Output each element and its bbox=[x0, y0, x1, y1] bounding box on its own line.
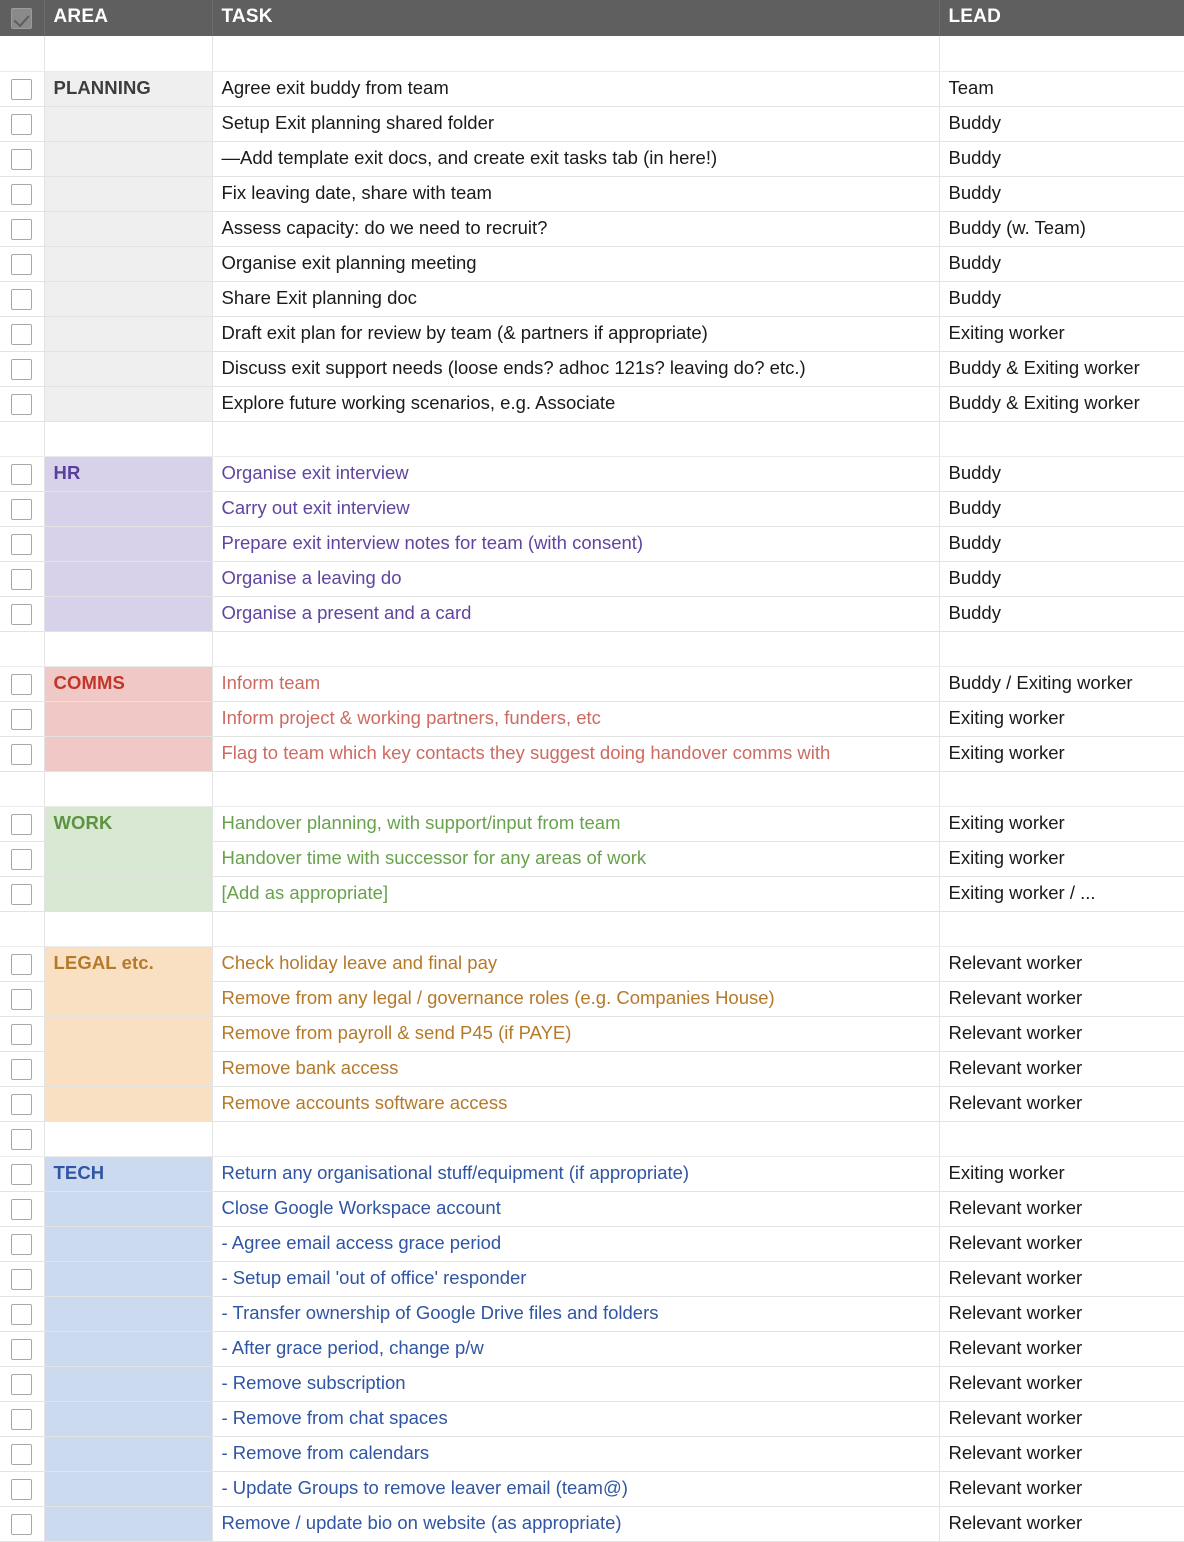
lead-cell[interactable]: Exiting worker bbox=[939, 736, 1184, 771]
empty-cell-icon bbox=[11, 916, 32, 937]
lead-cell[interactable]: Exiting worker bbox=[939, 1156, 1184, 1191]
task-cell[interactable]: Inform project & working partners, funders, etc bbox=[212, 701, 939, 736]
lead-cell[interactable]: Relevant worker bbox=[939, 1436, 1184, 1471]
task-cell[interactable]: Flag to team which key contacts they suggest doing handover comms with bbox=[212, 736, 939, 771]
checkbox-unchecked-icon[interactable] bbox=[11, 394, 32, 415]
task-cell[interactable]: - Remove from chat spaces bbox=[212, 1401, 939, 1436]
row-checkbox-cell[interactable] bbox=[0, 1121, 44, 1156]
row-checkbox-cell[interactable] bbox=[0, 1471, 44, 1506]
checkbox-unchecked-icon[interactable] bbox=[11, 1409, 32, 1430]
row-checkbox-cell[interactable] bbox=[0, 596, 44, 631]
lead-cell[interactable] bbox=[939, 1121, 1184, 1156]
table-row bbox=[0, 806, 1184, 841]
task-cell[interactable]: Agree exit buddy from team bbox=[212, 71, 939, 106]
checkbox-unchecked-icon[interactable] bbox=[11, 1374, 32, 1395]
lead-cell[interactable]: Relevant worker bbox=[939, 1506, 1184, 1541]
area-cell[interactable] bbox=[44, 806, 212, 841]
task-cell[interactable]: Remove / update bio on website (as appropriate) bbox=[212, 1506, 939, 1541]
table-row bbox=[0, 1191, 1184, 1226]
row-checkbox-cell[interactable] bbox=[0, 71, 44, 106]
checkbox-checked-icon[interactable] bbox=[11, 8, 32, 29]
table-row bbox=[0, 1016, 1184, 1051]
row-checkbox-cell[interactable] bbox=[0, 246, 44, 281]
lead-cell[interactable]: Buddy bbox=[939, 456, 1184, 491]
area-cell[interactable] bbox=[44, 281, 212, 316]
lead-cell[interactable]: Buddy bbox=[939, 491, 1184, 526]
lead-cell[interactable]: Buddy bbox=[939, 141, 1184, 176]
task-cell[interactable]: Fix leaving date, share with team bbox=[212, 176, 939, 211]
lead-cell[interactable]: Relevant worker bbox=[939, 1401, 1184, 1436]
row-checkbox-cell bbox=[0, 36, 44, 71]
checkbox-unchecked-icon[interactable] bbox=[11, 324, 32, 345]
lead-cell[interactable]: Buddy bbox=[939, 596, 1184, 631]
checkbox-unchecked-icon[interactable] bbox=[11, 1304, 32, 1325]
row-checkbox-cell[interactable] bbox=[0, 876, 44, 911]
row-checkbox-cell[interactable] bbox=[0, 1156, 44, 1191]
table-row bbox=[0, 1226, 1184, 1261]
lead-cell[interactable]: Exiting worker bbox=[939, 806, 1184, 841]
table-row bbox=[0, 176, 1184, 211]
task-cell[interactable]: Close Google Workspace account bbox=[212, 1191, 939, 1226]
empty-cell-icon bbox=[11, 41, 32, 62]
table-row bbox=[0, 211, 1184, 246]
checkbox-unchecked-icon[interactable] bbox=[11, 1339, 32, 1360]
lead-cell[interactable]: Buddy (w. Team) bbox=[939, 211, 1184, 246]
checkbox-unchecked-icon[interactable] bbox=[11, 1024, 32, 1045]
row-checkbox-cell[interactable] bbox=[0, 701, 44, 736]
table-row bbox=[0, 491, 1184, 526]
task-cell[interactable]: Remove bank access bbox=[212, 1051, 939, 1086]
checkbox-unchecked-icon[interactable] bbox=[11, 534, 32, 555]
table-row bbox=[0, 1471, 1184, 1506]
area-label: COMMS bbox=[53, 671, 125, 693]
checkbox-unchecked-icon[interactable] bbox=[11, 149, 32, 170]
column-header-task[interactable]: TASK bbox=[212, 0, 939, 36]
checkbox-unchecked-icon[interactable] bbox=[11, 674, 32, 695]
row-checkbox-cell[interactable] bbox=[0, 141, 44, 176]
row-checkbox-cell[interactable] bbox=[0, 1191, 44, 1226]
area-label: PLANNING bbox=[53, 76, 151, 98]
row-checkbox-cell bbox=[0, 911, 44, 946]
area-label: HR bbox=[53, 461, 81, 483]
task-cell[interactable] bbox=[212, 911, 939, 946]
lead-cell[interactable]: Relevant worker bbox=[939, 1016, 1184, 1051]
task-cell[interactable]: - Update Groups to remove leaver email (team@) bbox=[212, 1471, 939, 1506]
task-cell[interactable]: Share Exit planning doc bbox=[212, 281, 939, 316]
area-cell[interactable] bbox=[44, 771, 212, 806]
lead-cell[interactable]: Buddy bbox=[939, 246, 1184, 281]
spacer-row bbox=[0, 421, 1184, 456]
task-cell[interactable]: Remove from payroll & send P45 (if PAYE) bbox=[212, 1016, 939, 1051]
area-cell[interactable] bbox=[44, 596, 212, 631]
area-cell[interactable] bbox=[44, 1471, 212, 1506]
table-row bbox=[0, 246, 1184, 281]
lead-cell[interactable]: Team bbox=[939, 71, 1184, 106]
area-cell[interactable] bbox=[44, 1366, 212, 1401]
lead-cell[interactable]: Relevant worker bbox=[939, 1366, 1184, 1401]
area-cell[interactable] bbox=[44, 1436, 212, 1471]
area-cell[interactable] bbox=[44, 1191, 212, 1226]
lead-cell[interactable]: Buddy & Exiting worker bbox=[939, 386, 1184, 421]
column-header-lead[interactable]: LEAD bbox=[939, 0, 1184, 36]
header-row bbox=[0, 0, 1184, 36]
checkbox-unchecked-icon[interactable] bbox=[11, 814, 32, 835]
area-cell[interactable] bbox=[44, 1261, 212, 1296]
lead-cell[interactable]: Exiting worker bbox=[939, 701, 1184, 736]
row-checkbox-cell bbox=[0, 421, 44, 456]
task-cell[interactable]: Organise a present and a card bbox=[212, 596, 939, 631]
task-cell[interactable] bbox=[212, 631, 939, 666]
area-cell[interactable] bbox=[44, 211, 212, 246]
lead-cell[interactable]: Relevant worker bbox=[939, 1051, 1184, 1086]
lead-cell[interactable]: Buddy bbox=[939, 106, 1184, 141]
checkbox-unchecked-icon[interactable] bbox=[11, 604, 32, 625]
row-checkbox-cell[interactable] bbox=[0, 456, 44, 491]
area-cell[interactable] bbox=[44, 1401, 212, 1436]
table-row bbox=[0, 141, 1184, 176]
area-cell[interactable] bbox=[44, 456, 212, 491]
row-checkbox-cell[interactable] bbox=[0, 806, 44, 841]
table-row bbox=[0, 526, 1184, 561]
checkbox-unchecked-icon[interactable] bbox=[11, 569, 32, 590]
table-row bbox=[0, 1261, 1184, 1296]
row-checkbox-cell[interactable] bbox=[0, 946, 44, 981]
area-cell[interactable] bbox=[44, 701, 212, 736]
table-row bbox=[0, 316, 1184, 351]
task-cell[interactable]: [Add as appropriate] bbox=[212, 876, 939, 911]
area-cell[interactable] bbox=[44, 106, 212, 141]
table-row bbox=[0, 106, 1184, 141]
area-cell[interactable] bbox=[44, 981, 212, 1016]
row-checkbox-cell[interactable] bbox=[0, 211, 44, 246]
area-cell[interactable] bbox=[44, 421, 212, 456]
area-cell[interactable] bbox=[44, 1296, 212, 1331]
checkbox-unchecked-icon[interactable] bbox=[11, 1269, 32, 1290]
row-checkbox-cell[interactable] bbox=[0, 1366, 44, 1401]
task-cell[interactable] bbox=[212, 36, 939, 71]
checkbox-unchecked-icon[interactable] bbox=[11, 1129, 32, 1150]
row-checkbox-cell[interactable] bbox=[0, 1016, 44, 1051]
table-row bbox=[0, 666, 1184, 701]
checkbox-unchecked-icon[interactable] bbox=[11, 219, 32, 240]
checkbox-unchecked-icon[interactable] bbox=[11, 1234, 32, 1255]
row-checkbox-cell[interactable] bbox=[0, 1086, 44, 1121]
area-cell[interactable] bbox=[44, 141, 212, 176]
checkbox-unchecked-icon[interactable] bbox=[11, 1094, 32, 1115]
lead-cell[interactable] bbox=[939, 631, 1184, 666]
table-row bbox=[0, 596, 1184, 631]
table-row bbox=[0, 1156, 1184, 1191]
area-cell[interactable] bbox=[44, 386, 212, 421]
task-cell[interactable]: - Setup email 'out of office' responder bbox=[212, 1261, 939, 1296]
spacer-row bbox=[0, 36, 1184, 71]
lead-cell[interactable] bbox=[939, 771, 1184, 806]
row-checkbox-cell bbox=[0, 631, 44, 666]
area-cell[interactable] bbox=[44, 561, 212, 596]
checkbox-unchecked-icon[interactable] bbox=[11, 1514, 32, 1535]
checkbox-unchecked-icon[interactable] bbox=[11, 114, 32, 135]
table-row bbox=[0, 1086, 1184, 1121]
lead-cell[interactable]: Relevant worker bbox=[939, 1086, 1184, 1121]
checkbox-unchecked-icon[interactable] bbox=[11, 849, 32, 870]
table-row bbox=[0, 1331, 1184, 1366]
area-label: TECH bbox=[53, 1161, 105, 1183]
checkbox-unchecked-icon[interactable] bbox=[11, 989, 32, 1010]
checkbox-unchecked-icon[interactable] bbox=[11, 79, 32, 100]
area-cell[interactable] bbox=[44, 71, 212, 106]
table-row bbox=[0, 281, 1184, 316]
table-row bbox=[0, 1051, 1184, 1086]
table-row bbox=[0, 981, 1184, 1016]
lead-cell[interactable]: Relevant worker bbox=[939, 1331, 1184, 1366]
row-checkbox-cell[interactable] bbox=[0, 106, 44, 141]
table-row bbox=[0, 1366, 1184, 1401]
task-cell[interactable]: Prepare exit interview notes for team (with consent) bbox=[212, 526, 939, 561]
lead-cell[interactable]: Relevant worker bbox=[939, 981, 1184, 1016]
area-cell[interactable] bbox=[44, 316, 212, 351]
table-row bbox=[0, 561, 1184, 596]
task-cell[interactable]: - After grace period, change p/w bbox=[212, 1331, 939, 1366]
row-checkbox-cell[interactable] bbox=[0, 491, 44, 526]
task-cell[interactable]: Remove from any legal / governance roles (e.g. Companies House) bbox=[212, 981, 939, 1016]
lead-cell[interactable]: Relevant worker bbox=[939, 1296, 1184, 1331]
lead-cell[interactable]: Relevant worker bbox=[939, 946, 1184, 981]
task-cell[interactable] bbox=[212, 421, 939, 456]
checkbox-unchecked-icon[interactable] bbox=[11, 289, 32, 310]
area-label: LEGAL etc. bbox=[53, 951, 154, 973]
area-cell[interactable] bbox=[44, 351, 212, 386]
row-checkbox-cell[interactable] bbox=[0, 1261, 44, 1296]
area-cell[interactable] bbox=[44, 246, 212, 281]
lead-cell[interactable]: Buddy / Exiting worker bbox=[939, 666, 1184, 701]
row-checkbox-cell[interactable] bbox=[0, 736, 44, 771]
task-cell[interactable]: Return any organisational stuff/equipment (if appropriate) bbox=[212, 1156, 939, 1191]
lead-cell[interactable]: Buddy bbox=[939, 561, 1184, 596]
spacer-row bbox=[0, 631, 1184, 666]
lead-cell[interactable]: Buddy & Exiting worker bbox=[939, 351, 1184, 386]
table-body bbox=[0, 36, 1184, 1541]
lead-cell[interactable] bbox=[939, 36, 1184, 71]
table-row bbox=[0, 1436, 1184, 1471]
area-cell[interactable] bbox=[44, 491, 212, 526]
area-cell[interactable] bbox=[44, 666, 212, 701]
table-row bbox=[0, 736, 1184, 771]
task-cell[interactable]: Remove accounts software access bbox=[212, 1086, 939, 1121]
lead-cell[interactable] bbox=[939, 421, 1184, 456]
checkbox-unchecked-icon[interactable] bbox=[11, 254, 32, 275]
area-cell[interactable] bbox=[44, 1331, 212, 1366]
area-cell[interactable] bbox=[44, 876, 212, 911]
lead-cell[interactable] bbox=[939, 911, 1184, 946]
area-cell[interactable] bbox=[44, 176, 212, 211]
task-cell[interactable]: Organise exit interview bbox=[212, 456, 939, 491]
area-cell[interactable] bbox=[44, 1086, 212, 1121]
task-cell[interactable]: Handover planning, with support/input from team bbox=[212, 806, 939, 841]
area-cell[interactable] bbox=[44, 631, 212, 666]
task-cell[interactable]: Organise exit planning meeting bbox=[212, 246, 939, 281]
area-cell[interactable] bbox=[44, 526, 212, 561]
checkbox-unchecked-icon[interactable] bbox=[11, 884, 32, 905]
checkbox-unchecked-icon[interactable] bbox=[11, 1199, 32, 1220]
checkbox-unchecked-icon[interactable] bbox=[11, 1444, 32, 1465]
row-checkbox-cell[interactable] bbox=[0, 351, 44, 386]
task-cell[interactable]: Check holiday leave and final pay bbox=[212, 946, 939, 981]
empty-cell-icon bbox=[11, 426, 32, 447]
area-cell[interactable] bbox=[44, 1121, 212, 1156]
lead-cell[interactable]: Buddy bbox=[939, 526, 1184, 561]
area-label: WORK bbox=[53, 811, 113, 833]
task-cell[interactable]: Inform team bbox=[212, 666, 939, 701]
task-cell[interactable]: - Agree email access grace period bbox=[212, 1226, 939, 1261]
select-all-header-cell[interactable] bbox=[0, 0, 44, 36]
lead-cell[interactable]: Buddy bbox=[939, 176, 1184, 211]
area-cell[interactable] bbox=[44, 946, 212, 981]
table-header bbox=[0, 0, 1184, 36]
task-cell[interactable]: Carry out exit interview bbox=[212, 491, 939, 526]
row-checkbox-cell bbox=[0, 771, 44, 806]
row-checkbox-cell[interactable] bbox=[0, 981, 44, 1016]
area-cell[interactable] bbox=[44, 736, 212, 771]
area-cell[interactable] bbox=[44, 911, 212, 946]
lead-cell[interactable]: Buddy bbox=[939, 281, 1184, 316]
checkbox-unchecked-icon[interactable] bbox=[11, 1164, 32, 1185]
lead-cell[interactable]: Exiting worker / ... bbox=[939, 876, 1184, 911]
table-row bbox=[0, 456, 1184, 491]
checkbox-unchecked-icon[interactable] bbox=[11, 709, 32, 730]
task-cell[interactable]: Organise a leaving do bbox=[212, 561, 939, 596]
table-row bbox=[0, 71, 1184, 106]
area-cell[interactable] bbox=[44, 841, 212, 876]
lead-cell[interactable]: Exiting worker bbox=[939, 841, 1184, 876]
row-checkbox-cell[interactable] bbox=[0, 561, 44, 596]
table-row bbox=[0, 1296, 1184, 1331]
row-checkbox-cell[interactable] bbox=[0, 386, 44, 421]
row-checkbox-cell[interactable] bbox=[0, 1331, 44, 1366]
task-cell[interactable]: - Remove from calendars bbox=[212, 1436, 939, 1471]
row-checkbox-cell[interactable] bbox=[0, 1296, 44, 1331]
task-cell[interactable]: Explore future working scenarios, e.g. Associate bbox=[212, 386, 939, 421]
row-checkbox-cell[interactable] bbox=[0, 1401, 44, 1436]
row-checkbox-cell[interactable] bbox=[0, 281, 44, 316]
task-cell[interactable]: Assess capacity: do we need to recruit? bbox=[212, 211, 939, 246]
lead-cell[interactable]: Exiting worker bbox=[939, 316, 1184, 351]
area-cell[interactable] bbox=[44, 1226, 212, 1261]
row-checkbox-cell[interactable] bbox=[0, 1051, 44, 1086]
task-cell[interactable] bbox=[212, 1121, 939, 1156]
lead-cell[interactable]: Relevant worker bbox=[939, 1471, 1184, 1506]
task-cell[interactable]: Handover time with successor for any areas of work bbox=[212, 841, 939, 876]
spacer-row bbox=[0, 1121, 1184, 1156]
lead-cell[interactable]: Relevant worker bbox=[939, 1191, 1184, 1226]
table-row bbox=[0, 1401, 1184, 1436]
checkbox-unchecked-icon[interactable] bbox=[11, 1059, 32, 1080]
area-cell[interactable] bbox=[44, 1156, 212, 1191]
table-row bbox=[0, 701, 1184, 736]
area-cell[interactable] bbox=[44, 36, 212, 71]
task-cell[interactable]: - Remove subscription bbox=[212, 1366, 939, 1401]
row-checkbox-cell[interactable] bbox=[0, 316, 44, 351]
column-header-area[interactable]: AREA bbox=[44, 0, 212, 36]
task-cell[interactable] bbox=[212, 771, 939, 806]
row-checkbox-cell[interactable] bbox=[0, 176, 44, 211]
checkbox-unchecked-icon[interactable] bbox=[11, 744, 32, 765]
table-row bbox=[0, 876, 1184, 911]
lead-cell[interactable]: Relevant worker bbox=[939, 1226, 1184, 1261]
checkbox-unchecked-icon[interactable] bbox=[11, 954, 32, 975]
empty-cell-icon bbox=[11, 776, 32, 797]
task-cell[interactable]: - Transfer ownership of Google Drive files and folders bbox=[212, 1296, 939, 1331]
checkbox-unchecked-icon[interactable] bbox=[11, 184, 32, 205]
table-row bbox=[0, 841, 1184, 876]
area-cell[interactable] bbox=[44, 1016, 212, 1051]
spacer-row bbox=[0, 911, 1184, 946]
task-cell[interactable]: Discuss exit support needs (loose ends? adhoc 121s? leaving do? etc.) bbox=[212, 351, 939, 386]
table-row bbox=[0, 946, 1184, 981]
row-checkbox-cell[interactable] bbox=[0, 1226, 44, 1261]
row-checkbox-cell[interactable] bbox=[0, 1436, 44, 1471]
task-cell[interactable]: —Add template exit docs, and create exit tasks tab (in here!) bbox=[212, 141, 939, 176]
checkbox-unchecked-icon[interactable] bbox=[11, 499, 32, 520]
task-cell[interactable]: Setup Exit planning shared folder bbox=[212, 106, 939, 141]
lead-cell[interactable]: Relevant worker bbox=[939, 1261, 1184, 1296]
table-row bbox=[0, 351, 1184, 386]
checkbox-unchecked-icon[interactable] bbox=[11, 1479, 32, 1500]
task-cell[interactable]: Draft exit plan for review by team (& partners if appropriate) bbox=[212, 316, 939, 351]
spacer-row bbox=[0, 771, 1184, 806]
row-checkbox-cell[interactable] bbox=[0, 841, 44, 876]
row-checkbox-cell[interactable] bbox=[0, 666, 44, 701]
area-cell[interactable] bbox=[44, 1051, 212, 1086]
checkbox-unchecked-icon[interactable] bbox=[11, 464, 32, 485]
checkbox-unchecked-icon[interactable] bbox=[11, 359, 32, 380]
row-checkbox-cell[interactable] bbox=[0, 526, 44, 561]
table-row bbox=[0, 386, 1184, 421]
empty-cell-icon bbox=[11, 636, 32, 657]
